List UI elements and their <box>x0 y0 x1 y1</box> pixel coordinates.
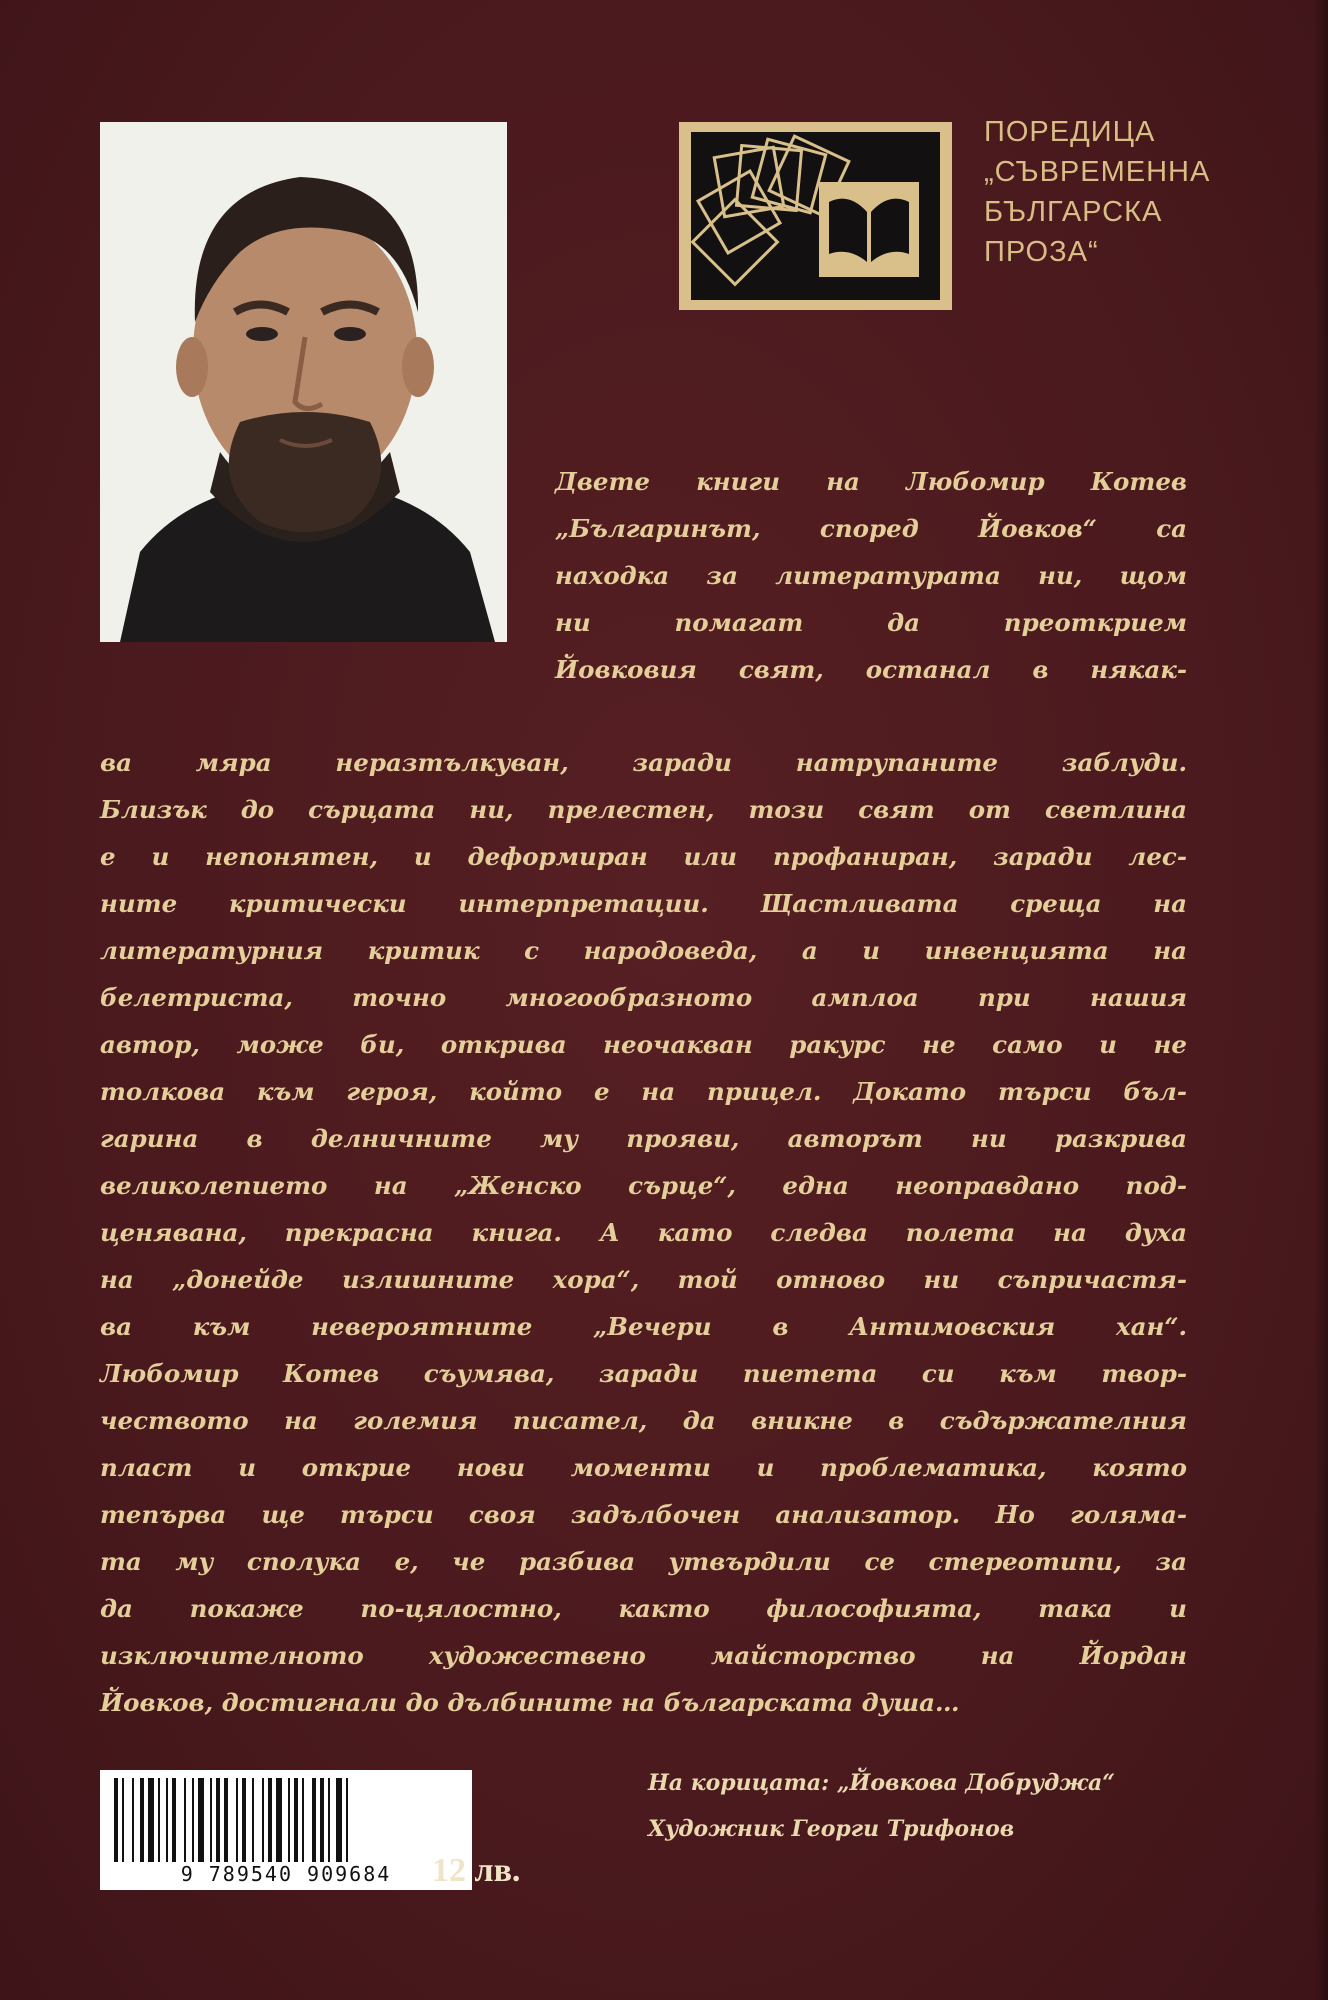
barcode-bar <box>336 1778 342 1862</box>
blurb-line: литературния критик с народоведа, а и инвенцията на <box>100 936 1187 965</box>
barcode-bar <box>328 1778 330 1862</box>
barcode-bar <box>158 1778 160 1862</box>
barcode-bar <box>166 1778 168 1862</box>
blurb-line: тепърва ще търси своя задълбочен анализатор. Но голяма- <box>100 1500 1187 1529</box>
barcode-bar <box>312 1778 316 1862</box>
blurb-line: Йовковия свят, останал в някак- <box>555 655 1187 684</box>
barcode-bar <box>320 1778 324 1862</box>
blurb-line: ва мяра неразтълкуван, заради натрупаните заблуди. <box>100 748 1187 777</box>
barcode-bar <box>140 1778 144 1862</box>
barcode-bar <box>346 1778 348 1862</box>
barcode-bar <box>302 1778 304 1862</box>
artist-credit: Художник Георги Трифонов <box>648 1816 1015 1842</box>
barcode-bar <box>122 1778 124 1862</box>
cover-art-credit: На корицата: „Йовкова Добруджа“ <box>648 1770 1115 1796</box>
blurb-line: великолепието на „Женско сърце“, една неоправдано под- <box>100 1171 1187 1200</box>
cover-edge-shadow <box>1314 0 1328 2000</box>
blurb-line: изключителното художествено майсторство на Йордан <box>100 1641 1187 1670</box>
blurb-line: ва към невероятните „Вечери в Антимовския хан“. <box>100 1312 1187 1341</box>
barcode-bar <box>172 1778 176 1862</box>
blurb-wide <box>100 739 1187 1726</box>
series-line: ПОРЕДИЦА <box>984 116 1156 148</box>
blurb-line: Двете книги на Любомир Котев <box>555 467 1187 496</box>
blurb-line: пласт и открие нови моменти и проблематика, която <box>100 1453 1187 1482</box>
isbn-barcode <box>100 1770 472 1890</box>
series-logo <box>679 122 952 310</box>
barcode-bar <box>236 1778 238 1862</box>
blurb-line: гарина в делничните му прояви, авторът ни разкрива <box>100 1124 1187 1153</box>
barcode-bar <box>294 1778 298 1862</box>
blurb-line: чеството на големия писател, да вникне в съдържателния <box>100 1406 1187 1435</box>
blurb-narrow <box>555 458 1187 693</box>
blurb-line: Любомир Котев съумява, заради пиетета си към твор- <box>100 1359 1187 1388</box>
blurb-line: ни помагат да преоткрием <box>555 608 1187 637</box>
series-line: БЪЛГАРСКА <box>984 196 1163 228</box>
barcode-bar <box>288 1778 290 1862</box>
barcode-bar <box>252 1778 254 1862</box>
blurb-line: Близък до сърцата ни, прелестен, този свят от светлина <box>100 795 1187 824</box>
barcode-bar <box>262 1778 264 1862</box>
series-line: „СЪВРЕМЕННА <box>984 156 1211 188</box>
blurb-line: толкова към героя, който е на прицел. Докато търси бъл- <box>100 1077 1187 1106</box>
barcode-bar <box>184 1778 186 1862</box>
cover-credits <box>648 1760 1208 1852</box>
barcode-bar <box>268 1778 272 1862</box>
author-photo <box>100 122 507 642</box>
blurb-line: ните критически интерпретации. Щастливата среща на <box>100 889 1187 918</box>
barcode-bar <box>132 1778 134 1862</box>
barcode-bar <box>210 1778 212 1862</box>
blurb-line: белетриста, точно многообразното амплоа при нашия <box>100 983 1187 1012</box>
blurb-line: находка за литературата ни, щом <box>555 561 1187 590</box>
blurb-line: „Българинът, според Йовков“ са <box>555 514 1187 543</box>
blurb-line: автор, може би, открива неочакван ракурс не само и не <box>100 1030 1187 1059</box>
barcode-bar <box>224 1778 228 1862</box>
price: 12 лв. <box>432 1852 521 1889</box>
barcode-bar <box>242 1778 246 1862</box>
barcode-bar <box>148 1778 154 1862</box>
isbn-number: 9 789540 909684 <box>100 1862 472 1886</box>
blurb-line: на „донейде излишните хора“, той отново ни съпричастя- <box>100 1265 1187 1294</box>
barcode-bar <box>276 1778 282 1862</box>
blurb-line: да покаже по-цялостно, както философията, така и <box>100 1594 1187 1623</box>
blurb-line: та му сполука е, че разбива утвърдили се стереотипи, за <box>100 1547 1187 1576</box>
series-title <box>984 112 1304 272</box>
series-line: ПРОЗА“ <box>984 236 1099 268</box>
blurb-line: е и непонятен, и деформиран или профаниран, заради лес- <box>100 842 1187 871</box>
blurb-line: ценявана, прекрасна книга. А като следва полета на духа <box>100 1218 1187 1247</box>
barcode-bar <box>192 1778 194 1862</box>
blurb-line: Йовков, достигнали до дълбините на българската душа… <box>100 1688 960 1717</box>
barcode-bar <box>216 1778 220 1862</box>
barcode-bar <box>198 1778 204 1862</box>
barcode-bar <box>114 1778 118 1862</box>
